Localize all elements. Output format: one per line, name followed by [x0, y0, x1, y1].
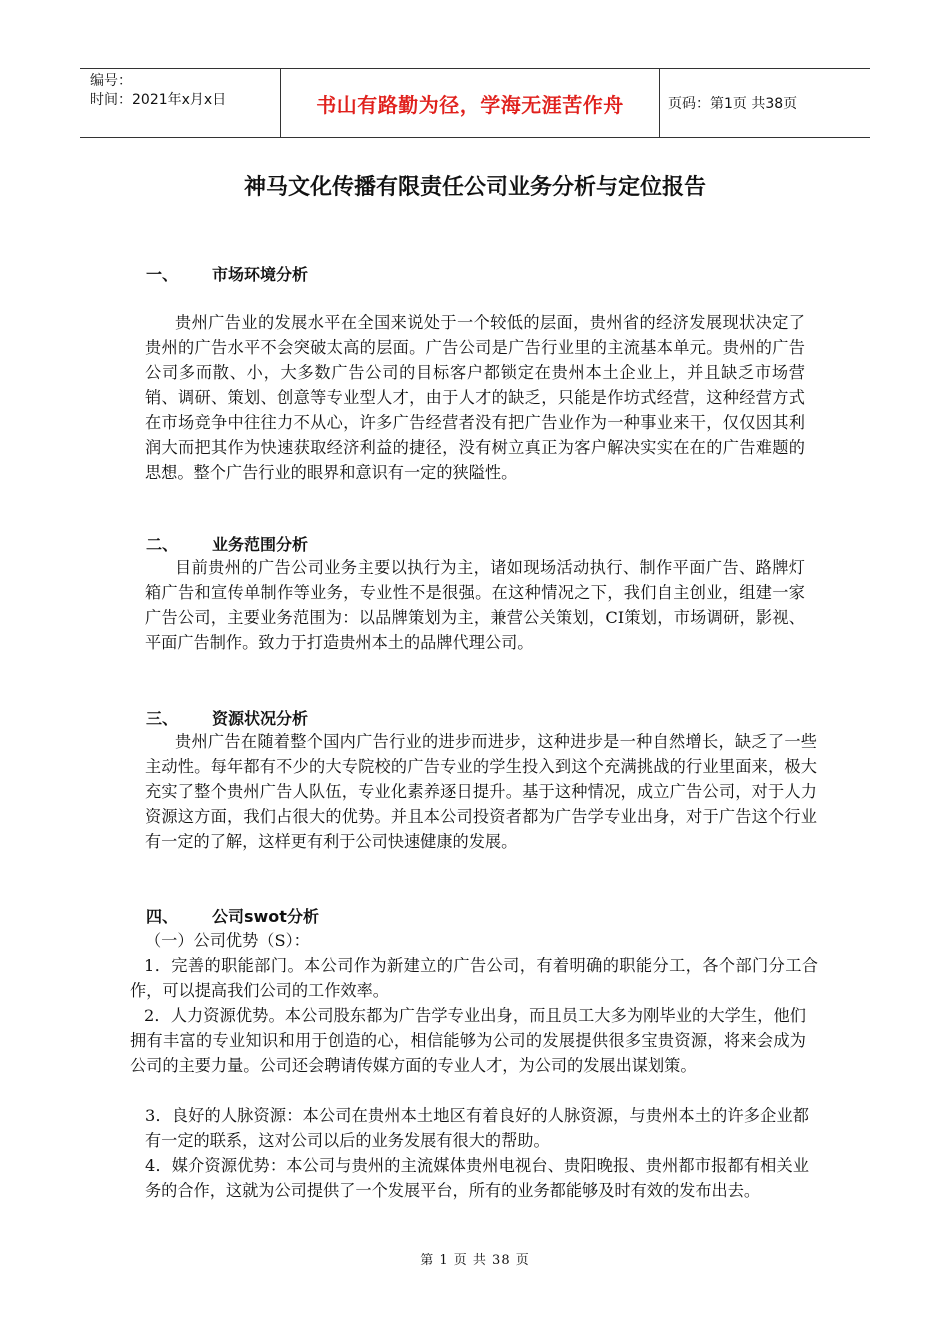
list-item: 3．良好的人脉资源：本公司在贵州本土地区有着良好的人脉资源，与贵州本土的许多企业都有一定的联系，这对公司以后的业务发展有很大的帮助。 [145, 1106, 809, 1150]
list-item: 4．媒介资源优势：本公司与贵州的主流媒体贵州电视台、贵阳晚报、贵州都市报都有相关业务的合作，这就为公司提供了一个发展平台，所有的业务都能够及时有效的发布出去。 [145, 1156, 809, 1200]
section-title: 市场环境分析 [212, 265, 309, 284]
section-number: 三、 [146, 709, 179, 728]
document-title: 神马文化传播有限责任公司业务分析与定位报告 [243, 175, 706, 200]
section-body-1: 贵州广告业的发展水平在全国来说处于一个较低的层面，贵州省的经济发展现状决定了贵州的广告水平不会突破太高的层面。广告公司是广告行业里的主流基本单元。贵州的广告公司多而散、小，大多数广告公司的目标客户都锁定在贵州本土企业上，并且缺乏市场营销、调研、策划、创意等专业型人才，由于人才的缺乏，只能是作坊式经营，这种经营方式在市场竞争中往往力不从心，许多广告经营者没有把广告业作为一种事业来干，仅仅因其利润大而把其作为快速获取经济利益的捷径，没有树立真正为客户解决实实在在的广告难题的思想。整个广告行业的眼界和意识有一定的狭隘性。 [145, 313, 805, 482]
section-body-3: 贵州广告在随着整个国内广告行业的进步而进步，这种进步是一种自然增长，缺乏了一些主动性。每年都有不少的大专院校的广告专业的学生投入到这个充满挑战的行业里面来，极大充实了整个贵州广告人队伍，专业化素养逐日提升。基于这种情况，成立广告公司，对于人力资源这方面，我们占很大的优势。并且本公司投资者都为广告学专业出身，对于广告这个行业有一定的了解，这样更有利于公司快速健康的发展。 [145, 732, 817, 851]
list-item: 2．人力资源优势。本公司股东都为广告学专业出身，而且员工大多为刚毕业的大学生，他们拥有丰富的专业知识和用于创造的心，相信能够为公司的发展提供很多宝贵资源，将来会成为公司的主要力量。公司还会聘请传媒方面的专业人才，为公司的发展出谋划策。 [130, 1006, 806, 1075]
list-item: 1．完善的职能部门。本公司作为新建立的广告公司，有着明确的职能分工，各个部门分工合作，可以提高我们公司的工作效率。 [130, 956, 818, 1000]
section-title: 公司swot分析 [212, 907, 319, 926]
section-heading-2 [146, 532, 308, 555]
header-page-info: 页码：第1页 共38页 [668, 96, 798, 112]
section-number: 一、 [146, 265, 179, 284]
section-number: 二、 [146, 535, 179, 554]
page-footer: 第 1 页 共 38 页 [420, 1253, 530, 1268]
section-number: 四、 [146, 907, 179, 926]
header-motto: 书山有路勤为径，学海无涯苦作舟 [280, 69, 660, 137]
section-heading-3 [146, 706, 308, 729]
section-body-2: 目前贵州的广告公司业务主要以执行为主，诸如现场活动执行、制作平面广告、路牌灯箱广告和宣传单制作等业务，专业性不是很强。在这种情况之下，我们自主创业，组建一家广告公司，主要业务范围为：以品牌策划为主，兼营公关策划，CI策划，市场调研，影视、平面广告制作。致力于打造贵州本土的品牌代理公司。 [145, 558, 805, 652]
section-title: 资源状况分析 [212, 709, 309, 728]
section-title: 业务范围分析 [212, 535, 309, 554]
document-number-label: 编号： [90, 73, 132, 89]
section-subtitle: （一）公司优势（S）： [145, 931, 310, 950]
document-date: 时间：2021年x月x日 [90, 92, 227, 108]
page-header [80, 68, 870, 138]
section-heading-4 [146, 904, 319, 927]
section-heading-1 [146, 262, 308, 285]
header-meta [80, 69, 280, 137]
